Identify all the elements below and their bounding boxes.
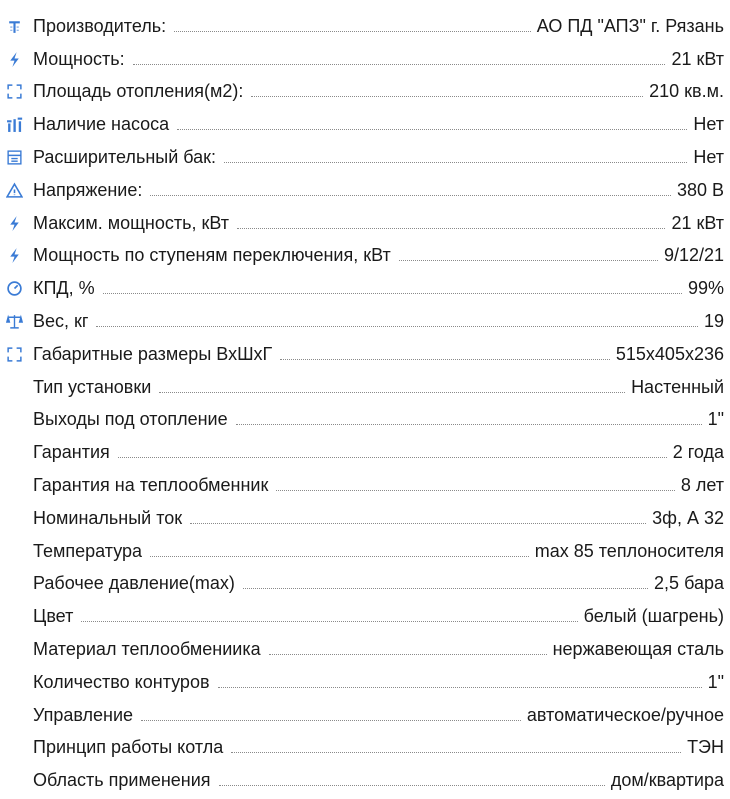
- spec-value: 2 года: [672, 442, 724, 463]
- expand-icon: [6, 83, 23, 100]
- spec-value: Настенный: [631, 376, 724, 397]
- spec-row: [0, 594, 730, 627]
- dotted-leader: [96, 326, 698, 327]
- dotted-leader: [236, 424, 702, 425]
- spec-row: [0, 365, 730, 398]
- icon-placeholder: [6, 641, 23, 658]
- gauge-icon: [6, 280, 23, 297]
- spec-label: Тип установки: [33, 376, 152, 397]
- spec-value: нержавеющая сталь: [552, 638, 724, 659]
- spec-row: [0, 726, 730, 759]
- spec-row: [0, 627, 730, 660]
- dotted-leader: [150, 556, 529, 557]
- spec-row: [0, 266, 730, 299]
- manufacturer-icon: [6, 18, 23, 35]
- spec-value: 3ф, А 32: [652, 507, 724, 528]
- spec-value: 9/12/21: [663, 245, 724, 266]
- spec-row: [0, 37, 730, 70]
- spec-value: 21 кВт: [671, 212, 724, 233]
- icon-placeholder: [6, 477, 23, 494]
- spec-value: дом/квартира: [610, 770, 724, 791]
- dotted-leader: [174, 31, 531, 32]
- spec-row: [0, 332, 730, 365]
- spec-row: [0, 234, 730, 267]
- spec-row: [0, 135, 730, 168]
- spec-value: Нет: [693, 114, 724, 135]
- sliders-icon: [6, 116, 23, 133]
- spec-label: Производитель:: [33, 15, 167, 36]
- icon-placeholder: [6, 411, 23, 428]
- icon-placeholder: [6, 575, 23, 592]
- icon-placeholder: [6, 707, 23, 724]
- spec-value: 2,5 бара: [654, 573, 724, 594]
- spec-row: [0, 102, 730, 135]
- spec-row: [0, 398, 730, 431]
- dotted-leader: [133, 64, 666, 65]
- spec-value: 8 лет: [680, 474, 724, 495]
- spec-label: Область применения: [33, 770, 211, 791]
- spec-label: Количество контуров: [33, 671, 210, 692]
- spec-row: [0, 496, 730, 529]
- dotted-leader: [269, 654, 547, 655]
- spec-value: 1": [707, 409, 724, 430]
- spec-label: Габаритные размеры ВхШхГ: [33, 343, 273, 364]
- dotted-leader: [276, 490, 674, 491]
- bolt-icon: [6, 215, 23, 232]
- spec-row: [0, 70, 730, 103]
- spec-value: 380 В: [676, 179, 724, 200]
- bolt-icon: [6, 247, 23, 264]
- spec-label: Номинальный ток: [33, 507, 183, 528]
- spec-label: Гарантия: [33, 442, 110, 463]
- spec-row: [0, 693, 730, 726]
- spec-label: Максим. мощность, кВт: [33, 212, 230, 233]
- icon-placeholder: [6, 772, 23, 789]
- dotted-leader: [177, 129, 687, 130]
- spec-label: Площадь отопления(м2):: [33, 81, 244, 102]
- spec-value: ТЭН: [687, 737, 724, 758]
- spec-row: [0, 660, 730, 693]
- spec-label: Мощность по ступеням переключения, кВт: [33, 245, 391, 266]
- icon-placeholder: [6, 510, 23, 527]
- spec-label: Гарантия на теплообменник: [33, 474, 269, 495]
- dotted-leader: [399, 260, 658, 261]
- spec-label: Мощность:: [33, 48, 125, 69]
- dotted-leader: [118, 457, 667, 458]
- spec-row: [0, 529, 730, 562]
- spec-value: 210 кв.м.: [649, 81, 724, 102]
- spec-row: [0, 168, 730, 201]
- dotted-leader: [237, 228, 665, 229]
- bolt-icon: [6, 51, 23, 68]
- spec-value: 99%: [687, 278, 724, 299]
- spec-value: Нет: [693, 146, 724, 167]
- dotted-leader: [219, 785, 605, 786]
- dotted-leader: [159, 392, 625, 393]
- spec-label: Материал теплообмениика: [33, 638, 261, 659]
- spec-value: 1": [707, 671, 724, 692]
- spec-label: Температура: [33, 540, 143, 561]
- spec-label: Выходы под отопление: [33, 409, 228, 430]
- spec-row: [0, 562, 730, 595]
- spec-label: КПД, %: [33, 278, 95, 299]
- spec-row: [0, 430, 730, 463]
- icon-placeholder: [6, 444, 23, 461]
- spec-row: [0, 758, 730, 791]
- expand-icon: [6, 346, 23, 363]
- spec-row: [0, 299, 730, 332]
- dotted-leader: [103, 293, 682, 294]
- tank-icon: [6, 149, 23, 166]
- warning-triangle-icon: [6, 182, 23, 199]
- spec-value: АО ПД "АПЗ" г. Рязань: [536, 15, 724, 36]
- spec-label: Рабочее давление(max): [33, 573, 235, 594]
- spec-row: [0, 201, 730, 234]
- dotted-leader: [81, 621, 577, 622]
- spec-label: Цвет: [33, 606, 74, 627]
- dotted-leader: [150, 195, 671, 196]
- icon-placeholder: [6, 674, 23, 691]
- spec-row: [0, 4, 730, 37]
- spec-value: белый (шагрень): [583, 606, 724, 627]
- spec-label: Управление: [33, 704, 134, 725]
- dotted-leader: [190, 523, 646, 524]
- dotted-leader: [218, 687, 702, 688]
- dotted-leader: [251, 96, 643, 97]
- spec-value: 21 кВт: [671, 48, 724, 69]
- icon-placeholder: [6, 608, 23, 625]
- spec-label: Вес, кг: [33, 310, 89, 331]
- spec-value: 19: [703, 310, 724, 331]
- dotted-leader: [231, 752, 681, 753]
- spec-value: 515х405х236: [615, 343, 724, 364]
- dotted-leader: [224, 162, 687, 163]
- spec-label: Наличие насоса: [33, 114, 170, 135]
- spec-label: Расширительный бак:: [33, 146, 217, 167]
- scales-icon: [6, 313, 23, 330]
- dotted-leader: [280, 359, 610, 360]
- spec-value: max 85 теплоносителя: [534, 540, 724, 561]
- spec-value: автоматическое/ручное: [526, 704, 724, 725]
- spec-label: Принцип работы котла: [33, 737, 224, 758]
- spec-row: [0, 463, 730, 496]
- icon-placeholder: [6, 379, 23, 396]
- icon-placeholder: [6, 543, 23, 560]
- icon-placeholder: [6, 739, 23, 756]
- dotted-leader: [141, 720, 521, 721]
- spec-label: Напряжение:: [33, 179, 143, 200]
- dotted-leader: [243, 588, 648, 589]
